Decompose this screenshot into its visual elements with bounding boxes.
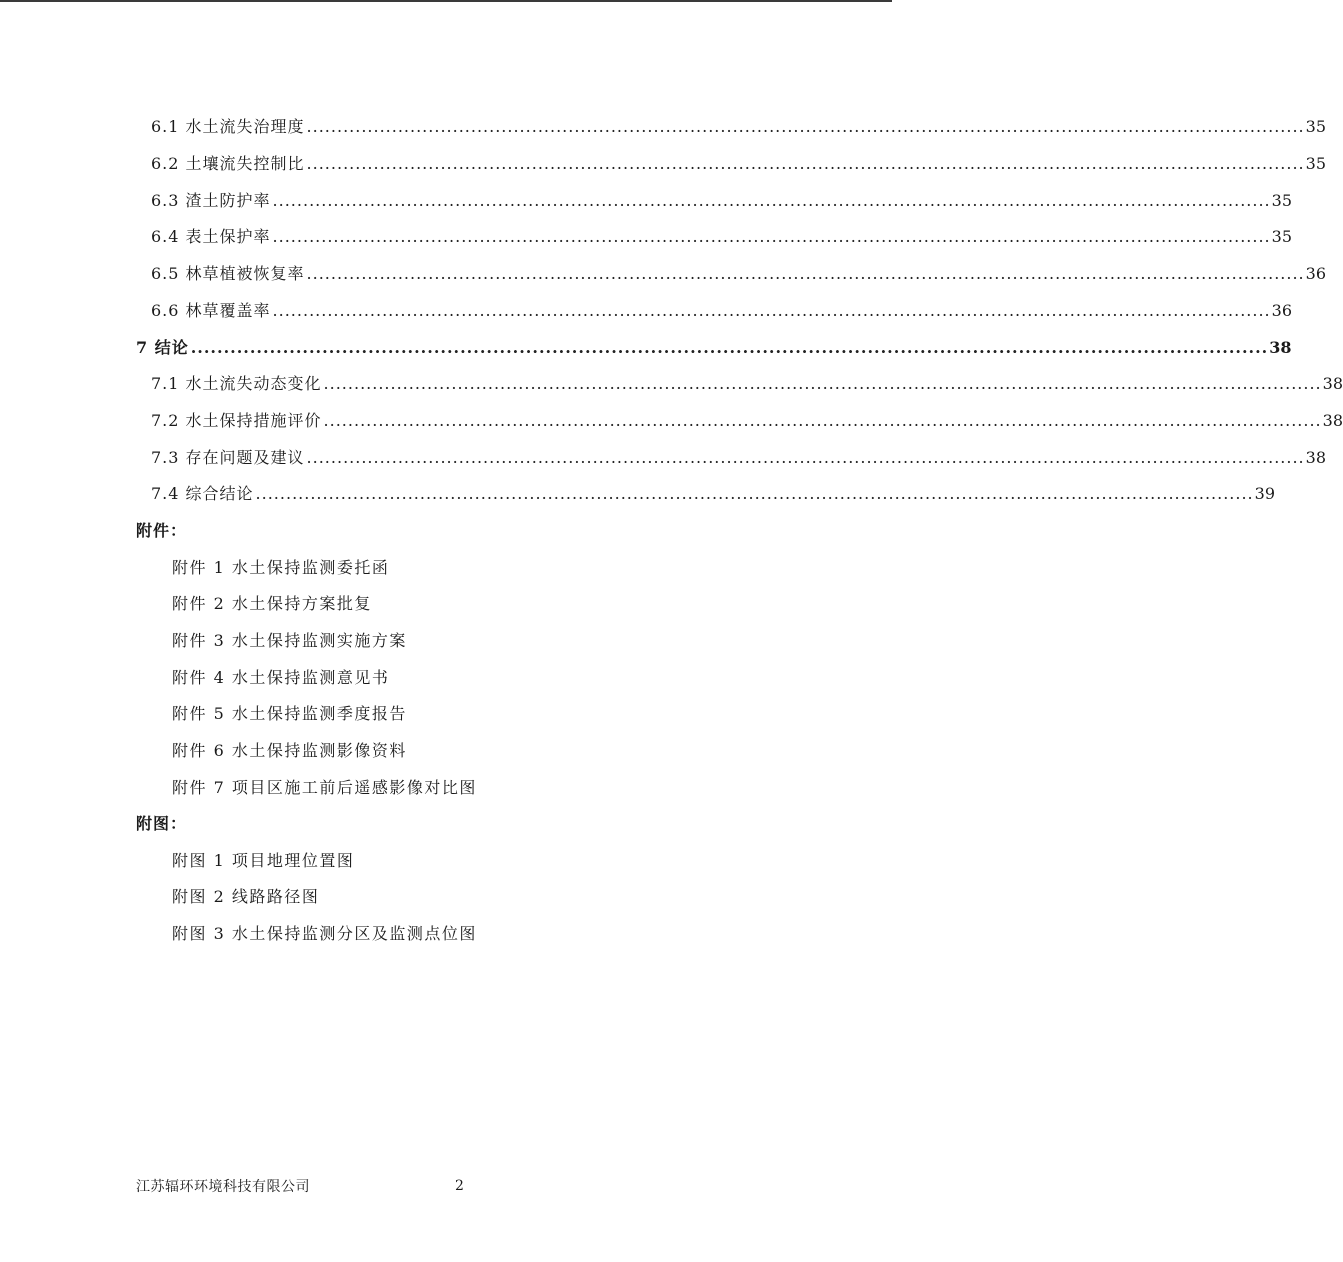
toc-entry-title: 6.6 林草覆盖率 [151,301,271,320]
toc-entry-7-1[interactable] [151,372,1343,396]
footer-page-number: 2 [455,1178,464,1194]
toc-entry-7-3[interactable] [151,446,1326,470]
toc-entry-page: 38 [1305,448,1326,467]
figure-item[interactable]: 附图 3 水土保持监测分区及监测点位图 [172,924,477,943]
toc-entry-page: 35 [1305,117,1326,136]
toc-entry-title: 6.1 水土流失治理度 [151,117,305,136]
toc-entry-title: 7 结论 [136,338,189,357]
figures-heading: 附图： [136,814,188,833]
attachment-item[interactable]: 附件 7 项目区施工前后遥感影像对比图 [172,778,477,797]
toc-entry-title: 7.4 综合结论 [151,484,254,503]
figure-item[interactable]: 附图 1 项目地理位置图 [172,851,355,870]
footer-company-name: 江苏辐环环境科技有限公司 [136,1179,310,1195]
toc-dot-leader: .................................................................................................................................................................... [272,301,1271,320]
toc-entry-6-4[interactable] [151,225,1292,249]
toc-entry-6-5[interactable] [151,262,1326,286]
attachment-item[interactable]: 附件 3 水土保持监测实施方案 [172,631,407,650]
toc-entry-title: 7.3 存在问题及建议 [151,448,305,467]
toc-dot-leader: .................................................................................................................................................................... [255,484,1254,503]
toc-entry-page: 38 [1269,338,1292,357]
toc-entry-title: 6.5 林草植被恢复率 [151,264,305,283]
toc-dot-leader: .................................................................................................................................................................... [323,374,1322,393]
attachment-item[interactable]: 附件 4 水土保持监测意见书 [172,668,390,687]
attachment-item[interactable]: 附件 2 水土保持方案批复 [172,594,372,613]
toc-entry-7-4[interactable] [151,482,1275,506]
figure-item[interactable]: 附图 2 线路路径图 [172,887,320,906]
toc-entry-title: 6.2 土壤流失控制比 [151,154,305,173]
toc-entry-6-3[interactable] [151,189,1292,213]
toc-entry-page: 39 [1254,484,1275,503]
toc-entry-page: 35 [1305,154,1326,173]
toc-dot-leader: .................................................................................................................................................................... [306,448,1305,467]
toc-dot-leader: .................................................................................................................................................................... [306,264,1305,283]
toc-entry-page: 35 [1271,191,1292,210]
toc-entry-page: 35 [1271,227,1292,246]
toc-entry-title: 7.2 水土保持措施评价 [151,411,322,430]
toc-entry-7[interactable] [136,336,1292,360]
toc-dot-leader: .................................................................................................................................................................... [306,154,1305,173]
toc-dot-leader: .................................................................................................................................................................... [323,411,1322,430]
toc-entry-7-2[interactable] [151,409,1343,433]
toc-entry-title: 6.4 表土保护率 [151,227,271,246]
toc-entry-page: 36 [1271,301,1292,320]
toc-dot-leader: .................................................................................................................................................................... [190,338,1269,357]
toc-entry-title: 7.1 水土流失动态变化 [151,374,322,393]
toc-entry-6-1[interactable] [151,115,1326,139]
toc-entry-6-6[interactable] [151,299,1292,323]
toc-entry-page: 38 [1322,411,1343,430]
attachment-item[interactable]: 附件 1 水土保持监测委托函 [172,558,390,577]
attachment-item[interactable]: 附件 6 水土保持监测影像资料 [172,741,407,760]
toc-dot-leader: .................................................................................................................................................................... [272,191,1271,210]
top-border-rule [0,0,892,2]
attachment-item[interactable]: 附件 5 水土保持监测季度报告 [172,704,407,723]
toc-entry-title: 6.3 渣土防护率 [151,191,271,210]
toc-entry-6-2[interactable] [151,152,1326,176]
toc-dot-leader: .................................................................................................................................................................... [306,117,1305,136]
toc-entry-page: 36 [1305,264,1326,283]
toc-dot-leader: .................................................................................................................................................................... [272,227,1271,246]
toc-entry-page: 38 [1322,374,1343,393]
attachments-heading: 附件： [136,521,188,540]
